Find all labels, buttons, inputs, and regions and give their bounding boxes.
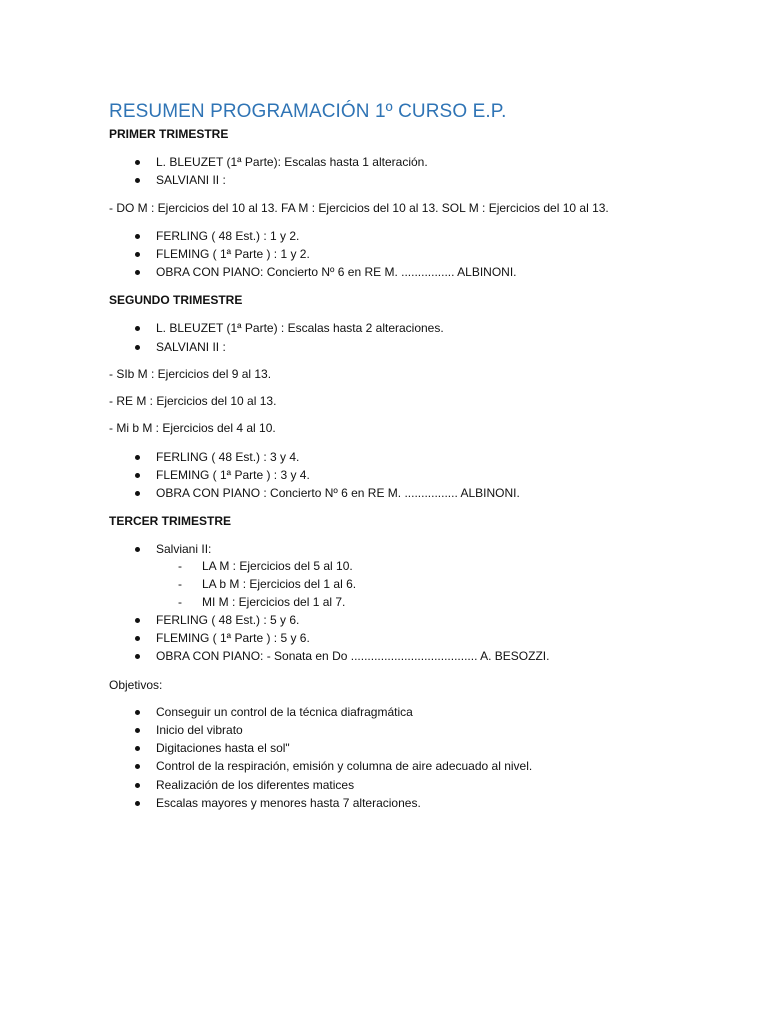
objective-item: Digitaciones hasta el sol" [156,741,290,755]
list-item: FLEMING ( 1ª Parte ) : 5 y 6. [156,631,310,645]
objective-item: Realización de los diferentes matices [156,778,355,792]
section-heading-primer: PRIMER TRIMESTRE [109,127,229,141]
list-item: FERLING ( 48 Est.) : 1 y 2. [156,229,300,243]
section-heading-tercer: TERCER TRIMESTRE [109,514,232,528]
objective-item: Inicio del vibrato [156,723,243,737]
objective-item: Conseguir un control de la técnica diafragmática [156,705,413,719]
text-line: - DO M : Ejercicios del 10 al 13. FA M : Ejercicios del 10 al 13. SOL M : Ejercicios del 10 al 13. [109,201,609,215]
text-line: - SIb M : Ejercicios del 9 al 13. [109,367,272,381]
text-line: - Mi b M : Ejercicios del 4 al 10. [109,421,276,435]
section-heading-segundo: SEGUNDO TRIMESTRE [109,293,243,307]
objective-item: Control de la respiración, emisión y columna de aire adecuado al nivel. [156,759,533,773]
list-item: OBRA CON PIANO: Concierto Nº 6 en RE M. ................ ALBINONI. [156,265,517,279]
list-item: OBRA CON PIANO : Concierto Nº 6 en RE M. ................ ALBINONI. [156,486,520,500]
list-item: SALVIANI II : [156,340,226,354]
sub-list-item: - LA b M : Ejercicios del 1 al 6. [202,577,356,592]
sub-list-item: - MI M : Ejercicios del 1 al 7. [202,595,345,610]
list-item: L. BLEUZET (1ª Parte) : Escalas hasta 2 alteraciones. [156,321,444,335]
list-item: Salviani II: [156,542,212,556]
list-item: L. BLEUZET (1ª Parte): Escalas hasta 1 alteración. [156,155,428,169]
list-item: FLEMING ( 1ª Parte ) : 3 y 4. [156,468,310,482]
list-item: FLEMING ( 1ª Parte ) : 1 y 2. [156,247,310,261]
list-item: FERLING ( 48 Est.) : 3 y 4. [156,450,300,464]
section-heading-objetivos: Objetivos: [109,678,163,692]
text-line: - RE M : Ejercicios del 10 al 13. [109,394,277,408]
objective-item: Escalas mayores y menores hasta 7 alteraciones. [156,796,421,810]
sub-list-item: - LA M : Ejercicios del 5 al 10. [202,559,353,574]
list-item: SALVIANI II : [156,173,226,187]
list-item: FERLING ( 48 Est.) : 5 y 6. [156,613,300,627]
list-item: OBRA CON PIANO: - Sonata en Do ...................................... A. BESOZZI. [156,649,550,663]
document-title: RESUMEN PROGRAMACIÓN 1º CURSO E.P. [109,101,507,122]
